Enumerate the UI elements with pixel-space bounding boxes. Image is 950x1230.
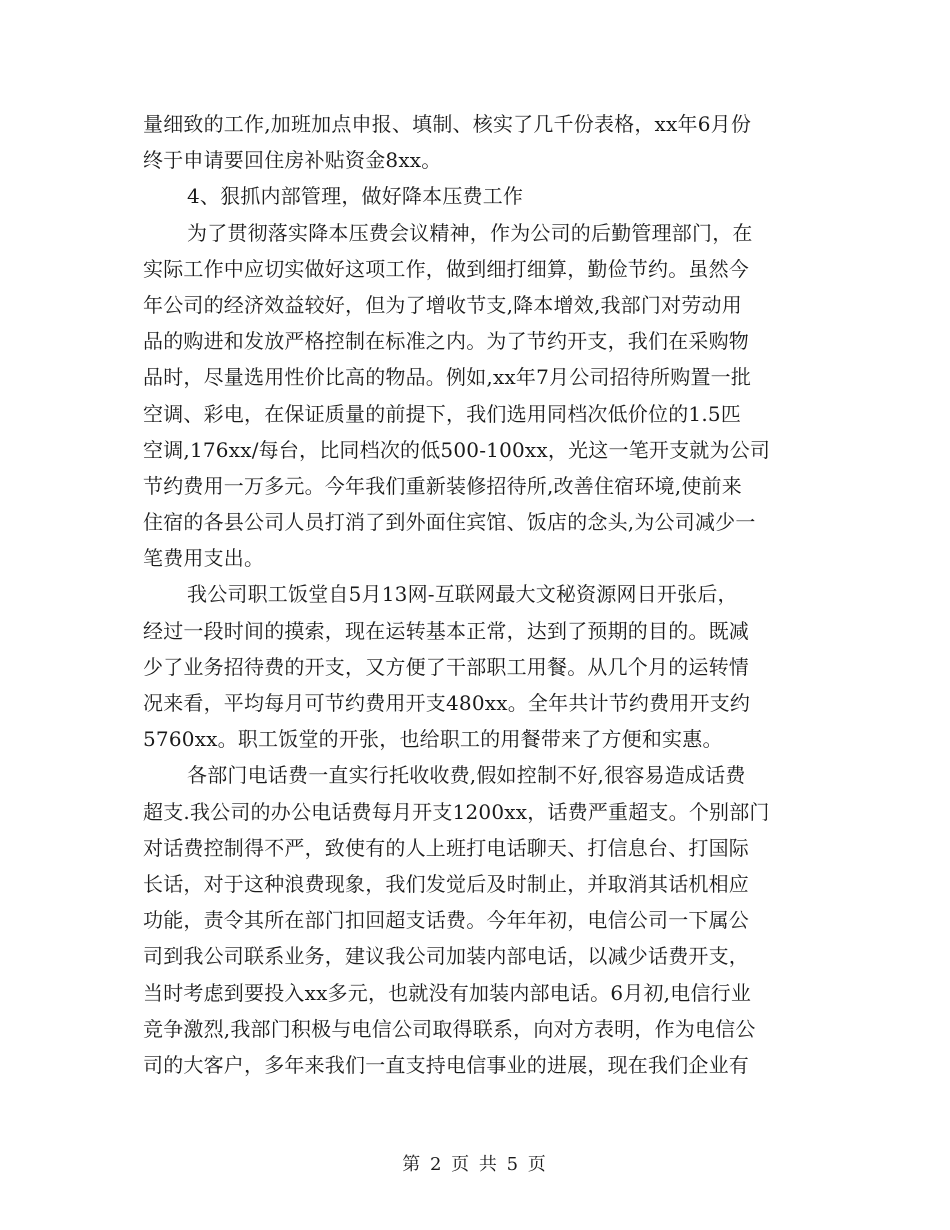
text-line: 空调,176xx/每台，比同档次的低500-100xx，光这一笔开支就为公司 <box>143 437 771 462</box>
text-line: 当时考虑到要投入xx多元，也就没有加装内部电话。6月初,电信行业 <box>143 980 752 1005</box>
text-line: 功能，责令其所在部门扣回超支话费。今年年初，电信公司一下属公 <box>143 908 749 933</box>
text-line: 节约费用一万多元。今年我们重新装修招待所,改善住宿环境,使前来 <box>143 473 742 498</box>
text-line: 对话费控制得不严，致使有的人上班打电话聊天、打信息台、打国际 <box>143 835 749 860</box>
text-line: 竞争激烈,我部门积极与电信公司取得联系，向对方表明，作为电信公 <box>143 1016 756 1041</box>
text-line: 笔费用支出。 <box>143 546 265 571</box>
text-line: 经过一段时间的摸索，现在运转基本正常，达到了预期的目的。既减 <box>143 618 749 643</box>
text-line: 年公司的经济效益较好，但为了增收节支,降本增效,我部门对劳动用 <box>143 292 742 317</box>
text-line: 为了贯彻落实降本压费会议精神，作为公司的后勤管理部门，在 <box>187 220 753 245</box>
text-line: 终于申请要回住房补贴资金8xx。 <box>143 148 442 173</box>
text-line: 量细致的工作,加班加点申报、填制、核实了几千份表格，xx年6月份 <box>143 112 752 136</box>
text-line: 各部门电话费一直实行托收收费,假如控制不好,很容易造成话费 <box>187 763 746 788</box>
page-number-footer: 第 2 页 共 5 页 <box>402 1154 548 1175</box>
text-line: 超支.我公司的办公电话费每月开支1200xx，话费严重超支。个别部门 <box>143 799 770 824</box>
text-line: 况来看，平均每月可节约费用开支480xx。全年共计节约费用开支约 <box>143 691 751 715</box>
text-line: 司到我公司联系业务，建议我公司加装内部电话，以减少话费开支， <box>143 944 749 969</box>
text-line: 少了业务招待费的开支，又方便了干部职工用餐。从几个月的运转情 <box>143 654 749 679</box>
text-line: 空调、彩电，在保证质量的前提下，我们选用同档次低价位的1.5匹 <box>143 401 742 426</box>
text-line: 实际工作中应切实做好这项工作，做到细打细算，勤俭节约。虽然今 <box>143 256 749 281</box>
text-line: 司的大客户，多年来我们一直支持电信事业的进展，现在我们企业有 <box>143 1052 749 1077</box>
text-line: 品的购进和发放严格控制在标准之内。为了节约开支，我们在采购物 <box>143 329 749 354</box>
body-text <box>143 106 803 1083</box>
text-line: 5760xx。职工饭堂的开张，也给职工的用餐带来了方便和实惠。 <box>143 727 723 752</box>
section-heading: 4、狠抓内部管理，做好降本压费工作 <box>187 184 524 209</box>
text-line: 品时，尽量选用性价比高的物品。例如,xx年7月公司招待所购置一批 <box>143 365 752 390</box>
text-line: 住宿的各县公司人员打消了到外面住宾馆、饭店的念头,为公司减少一 <box>143 510 756 535</box>
text-line: 长话，对于这种浪费现象，我们发觉后及时制止，并取消其话机相应 <box>143 871 749 896</box>
text-line: 我公司职工饭堂自5月13网-互联网最大文秘资源网日开张后， <box>187 582 738 607</box>
